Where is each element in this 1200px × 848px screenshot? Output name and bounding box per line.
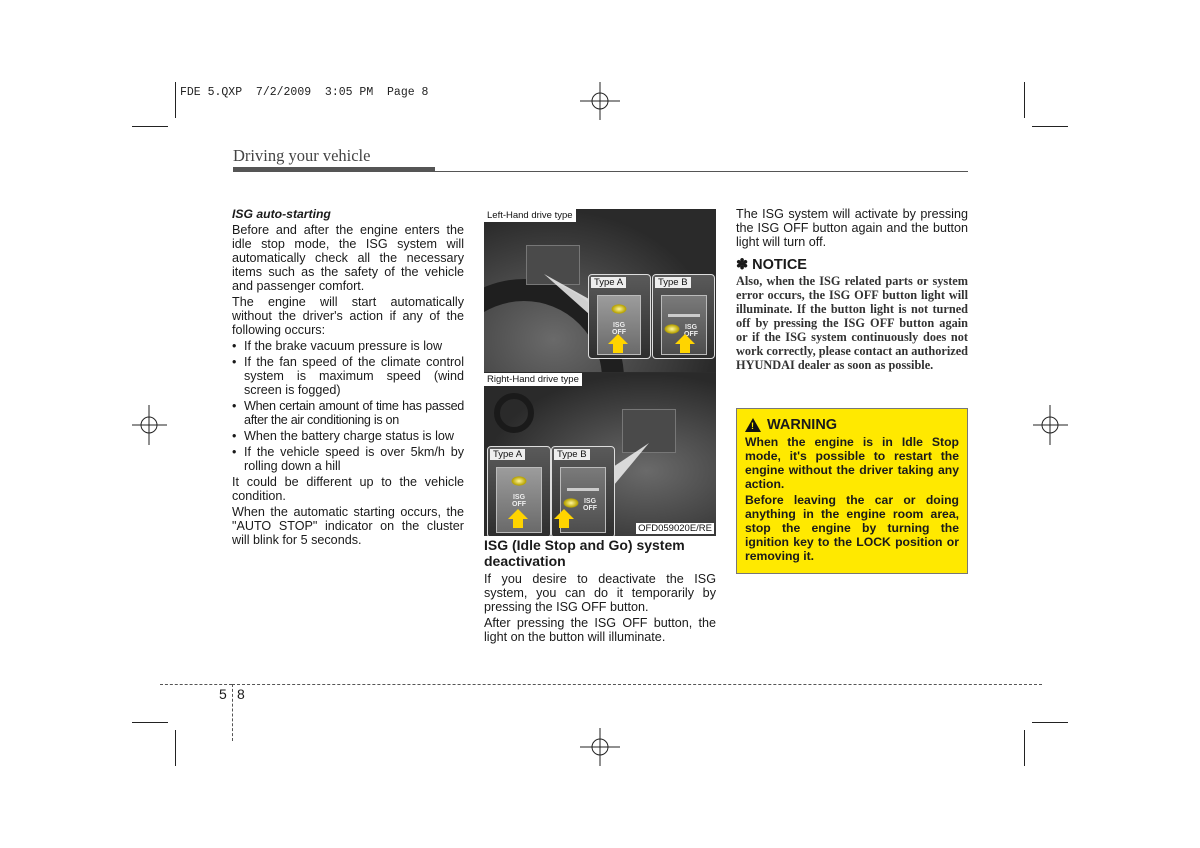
middle-column <box>484 538 716 646</box>
crop-mark <box>175 82 176 118</box>
page-number: 8 <box>237 686 245 702</box>
left-column <box>232 207 464 549</box>
steering-column-shape <box>494 393 534 433</box>
paragraph: When the automatic starting occurs, the "AUTO STOP" indicator on the cluster will blink for 5 seconds. <box>232 505 464 547</box>
list-item: • When certain amount of time has passed after the air conditioning is on <box>232 399 464 427</box>
isg-button-figure <box>484 209 716 536</box>
type-b-label: Type B <box>554 449 590 460</box>
notice-body: Also, when the ISG related parts or system error occurs, the ISG OFF button light will illuminate. If the button light is not turned off by pressing the ISG OFF button again or if the ISG system continuously does not work correctly, please contact an authorized HYUNDAI dealer as soon as possible. <box>736 274 969 372</box>
warning-title: WARNING <box>767 417 838 433</box>
type-a-inset <box>588 274 651 359</box>
registration-mark-icon <box>130 402 170 448</box>
list-item: • If the vehicle speed is over 5km/h by rolling down a hill <box>232 445 464 473</box>
footer-rule <box>160 684 232 685</box>
deactivation-heading: ISG (Idle Stop and Go) system deactivation <box>484 537 685 569</box>
button-divider <box>668 314 700 317</box>
paragraph: After pressing the ISG OFF button, the light on the button will illuminate. <box>484 616 716 644</box>
print-slug: FDE 5.QXP 7/2/2009 3:05 PM Page 8 <box>180 86 429 99</box>
figure-code: OFD059020E/RE <box>638 523 712 534</box>
warning-paragraph: When the engine is in Idle Stop mode, it's possible to restart the engine without the driver taking any action. <box>745 435 959 491</box>
list-item: • If the brake vacuum pressure is low <box>232 339 464 353</box>
footer-divider <box>232 684 233 741</box>
press-arrow-stem <box>613 344 623 353</box>
list-item: • When the battery charge status is low <box>232 429 464 443</box>
warning-paragraph: Before leaving the car or doing anything in the engine room area, stop the engine by turning the ignition key to the LOCK position or removing it. <box>745 493 959 563</box>
press-arrow-stem <box>559 519 569 528</box>
indicator-light <box>511 476 527 486</box>
type-a-label: Type A <box>490 449 525 460</box>
lhd-label: Left-Hand drive type <box>484 209 576 222</box>
paragraph: It could be different up to the vehicle condition. <box>232 475 464 503</box>
condition-list <box>232 339 464 473</box>
paragraph: The ISG system will activate by pressing the ISG OFF button again and the button light will turn off. <box>736 207 968 249</box>
button-divider <box>567 488 599 491</box>
warning-heading <box>745 417 959 433</box>
lhd-illustration <box>484 209 716 372</box>
isg-off-text: ISG OFF <box>512 494 526 508</box>
registration-mark-icon <box>575 80 625 122</box>
warning-box <box>736 408 968 574</box>
crop-mark <box>132 722 168 723</box>
registration-mark-icon <box>1030 402 1070 448</box>
section-title: Driving your vehicle <box>233 146 371 165</box>
indicator-light <box>563 498 579 508</box>
rhd-illustration <box>484 373 716 536</box>
paragraph: The engine will start automatically without the driver's action if any of the following occurs: <box>232 295 464 337</box>
crop-mark <box>1024 730 1025 766</box>
registration-mark-icon <box>575 726 625 768</box>
right-column <box>736 207 968 372</box>
crop-mark <box>175 730 176 766</box>
list-item: • If the fan speed of the climate control system is maximum speed (wind screen is fogged) <box>232 355 464 397</box>
isg-off-text: ISG OFF <box>684 324 698 338</box>
crop-mark <box>132 126 168 127</box>
title-rule-thin <box>435 171 968 172</box>
warning-icon: ! <box>745 418 761 432</box>
chapter-number: 5 <box>219 686 227 702</box>
type-a-label: Type A <box>591 277 626 288</box>
paragraph: Before and after the engine enters the idle stop mode, the ISG system will automatically check all the necessary items such as the safety of the vehicle and passenger comfort. <box>232 223 464 293</box>
type-b-label: Type B <box>655 277 691 288</box>
press-arrow-stem <box>513 519 523 528</box>
press-arrow-stem <box>680 344 690 353</box>
indicator-light <box>664 324 680 334</box>
isg-off-text: ISG OFF <box>583 498 597 512</box>
rhd-label: Right-Hand drive type <box>484 373 582 386</box>
type-a-inset <box>487 446 551 536</box>
crop-mark <box>1024 82 1025 118</box>
press-arrow-icon <box>554 509 574 519</box>
footer-rule <box>232 684 1042 685</box>
notice-heading: ✽ NOTICE <box>736 257 807 273</box>
isg-off-text: ISG OFF <box>612 322 626 336</box>
press-arrow-icon <box>508 509 528 519</box>
press-arrow-icon <box>608 334 628 344</box>
paragraph: If you desire to deactivate the ISG system, you can do it temporarily by pressing the ISG OFF button. <box>484 572 716 614</box>
indicator-light <box>611 304 627 314</box>
subheading: ISG auto-starting <box>232 207 331 221</box>
crop-mark <box>1032 126 1068 127</box>
type-b-inset <box>551 446 615 536</box>
type-b-inset <box>652 274 715 359</box>
title-rule <box>233 167 435 172</box>
press-arrow-icon <box>675 334 695 344</box>
crop-mark <box>1032 722 1068 723</box>
